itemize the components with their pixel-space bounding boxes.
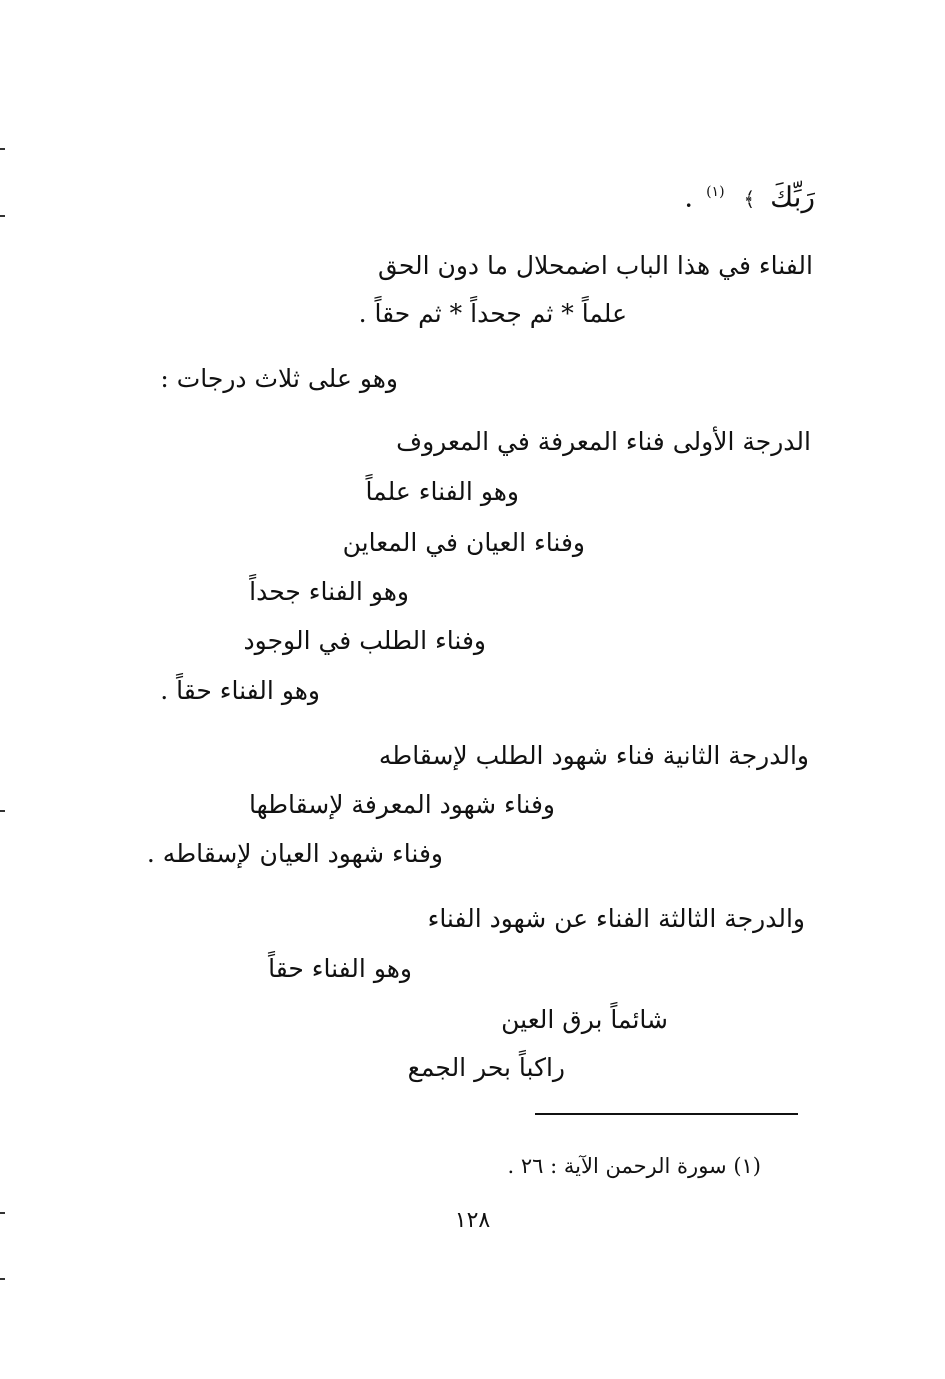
text-line-15: شائماً برق العين xyxy=(501,1005,668,1034)
text-line-9: وهو الفناء حقاً . xyxy=(160,676,320,705)
text-line-4: الدرجة الأولى فناء المعرفة في المعروف xyxy=(396,427,811,456)
text-line-6: وفناء العيان في المعاين xyxy=(342,528,585,557)
text-line-2: علماً * ثم جحداً * ثم حقاً . xyxy=(358,299,627,328)
scan-edge-mark xyxy=(0,148,5,150)
scan-edge-mark xyxy=(0,810,5,812)
verse-period: . xyxy=(684,180,694,214)
text-line-10: والدرجة الثانية فناء شهود الطلب لإسقاطه xyxy=(378,741,809,770)
text-line-12: وفناء شهود العيان لإسقاطه . xyxy=(146,839,443,868)
text-line-1: الفناء في هذا الباب اضمحلال ما دون الحق xyxy=(377,251,813,280)
text-line-11: وفناء شهود المعرفة لإسقاطها xyxy=(248,790,555,819)
quran-verse-ending xyxy=(684,176,815,215)
footnote-text: (١) سورة الرحمن الآية : ٢٦ . xyxy=(507,1154,761,1178)
scan-edge-mark xyxy=(0,1212,5,1214)
text-line-5: وهو الفناء علماً xyxy=(365,477,519,506)
page-number: ١٢٨ xyxy=(454,1208,491,1233)
footnote-separator xyxy=(535,1113,798,1115)
footnote-reference: (١) xyxy=(706,184,725,200)
scan-edge-mark xyxy=(0,1278,5,1280)
text-line-14: وهو الفناء حقاً xyxy=(268,954,412,983)
text-line-7: وهو الفناء جحداً xyxy=(249,577,409,606)
verse-word: رَبِّكَ xyxy=(770,180,815,214)
scan-edge-mark xyxy=(0,215,5,217)
text-line-13: والدرجة الثالثة الفناء عن شهود الفناء xyxy=(427,904,805,933)
verse-bracket-ornament: ﴾ xyxy=(743,187,756,212)
text-line-16: راكباً بحر الجمع xyxy=(407,1053,565,1082)
text-line-8: وفناء الطلب في الوجود xyxy=(243,626,486,655)
text-line-3: وهو على ثلاث درجات : xyxy=(160,364,398,393)
